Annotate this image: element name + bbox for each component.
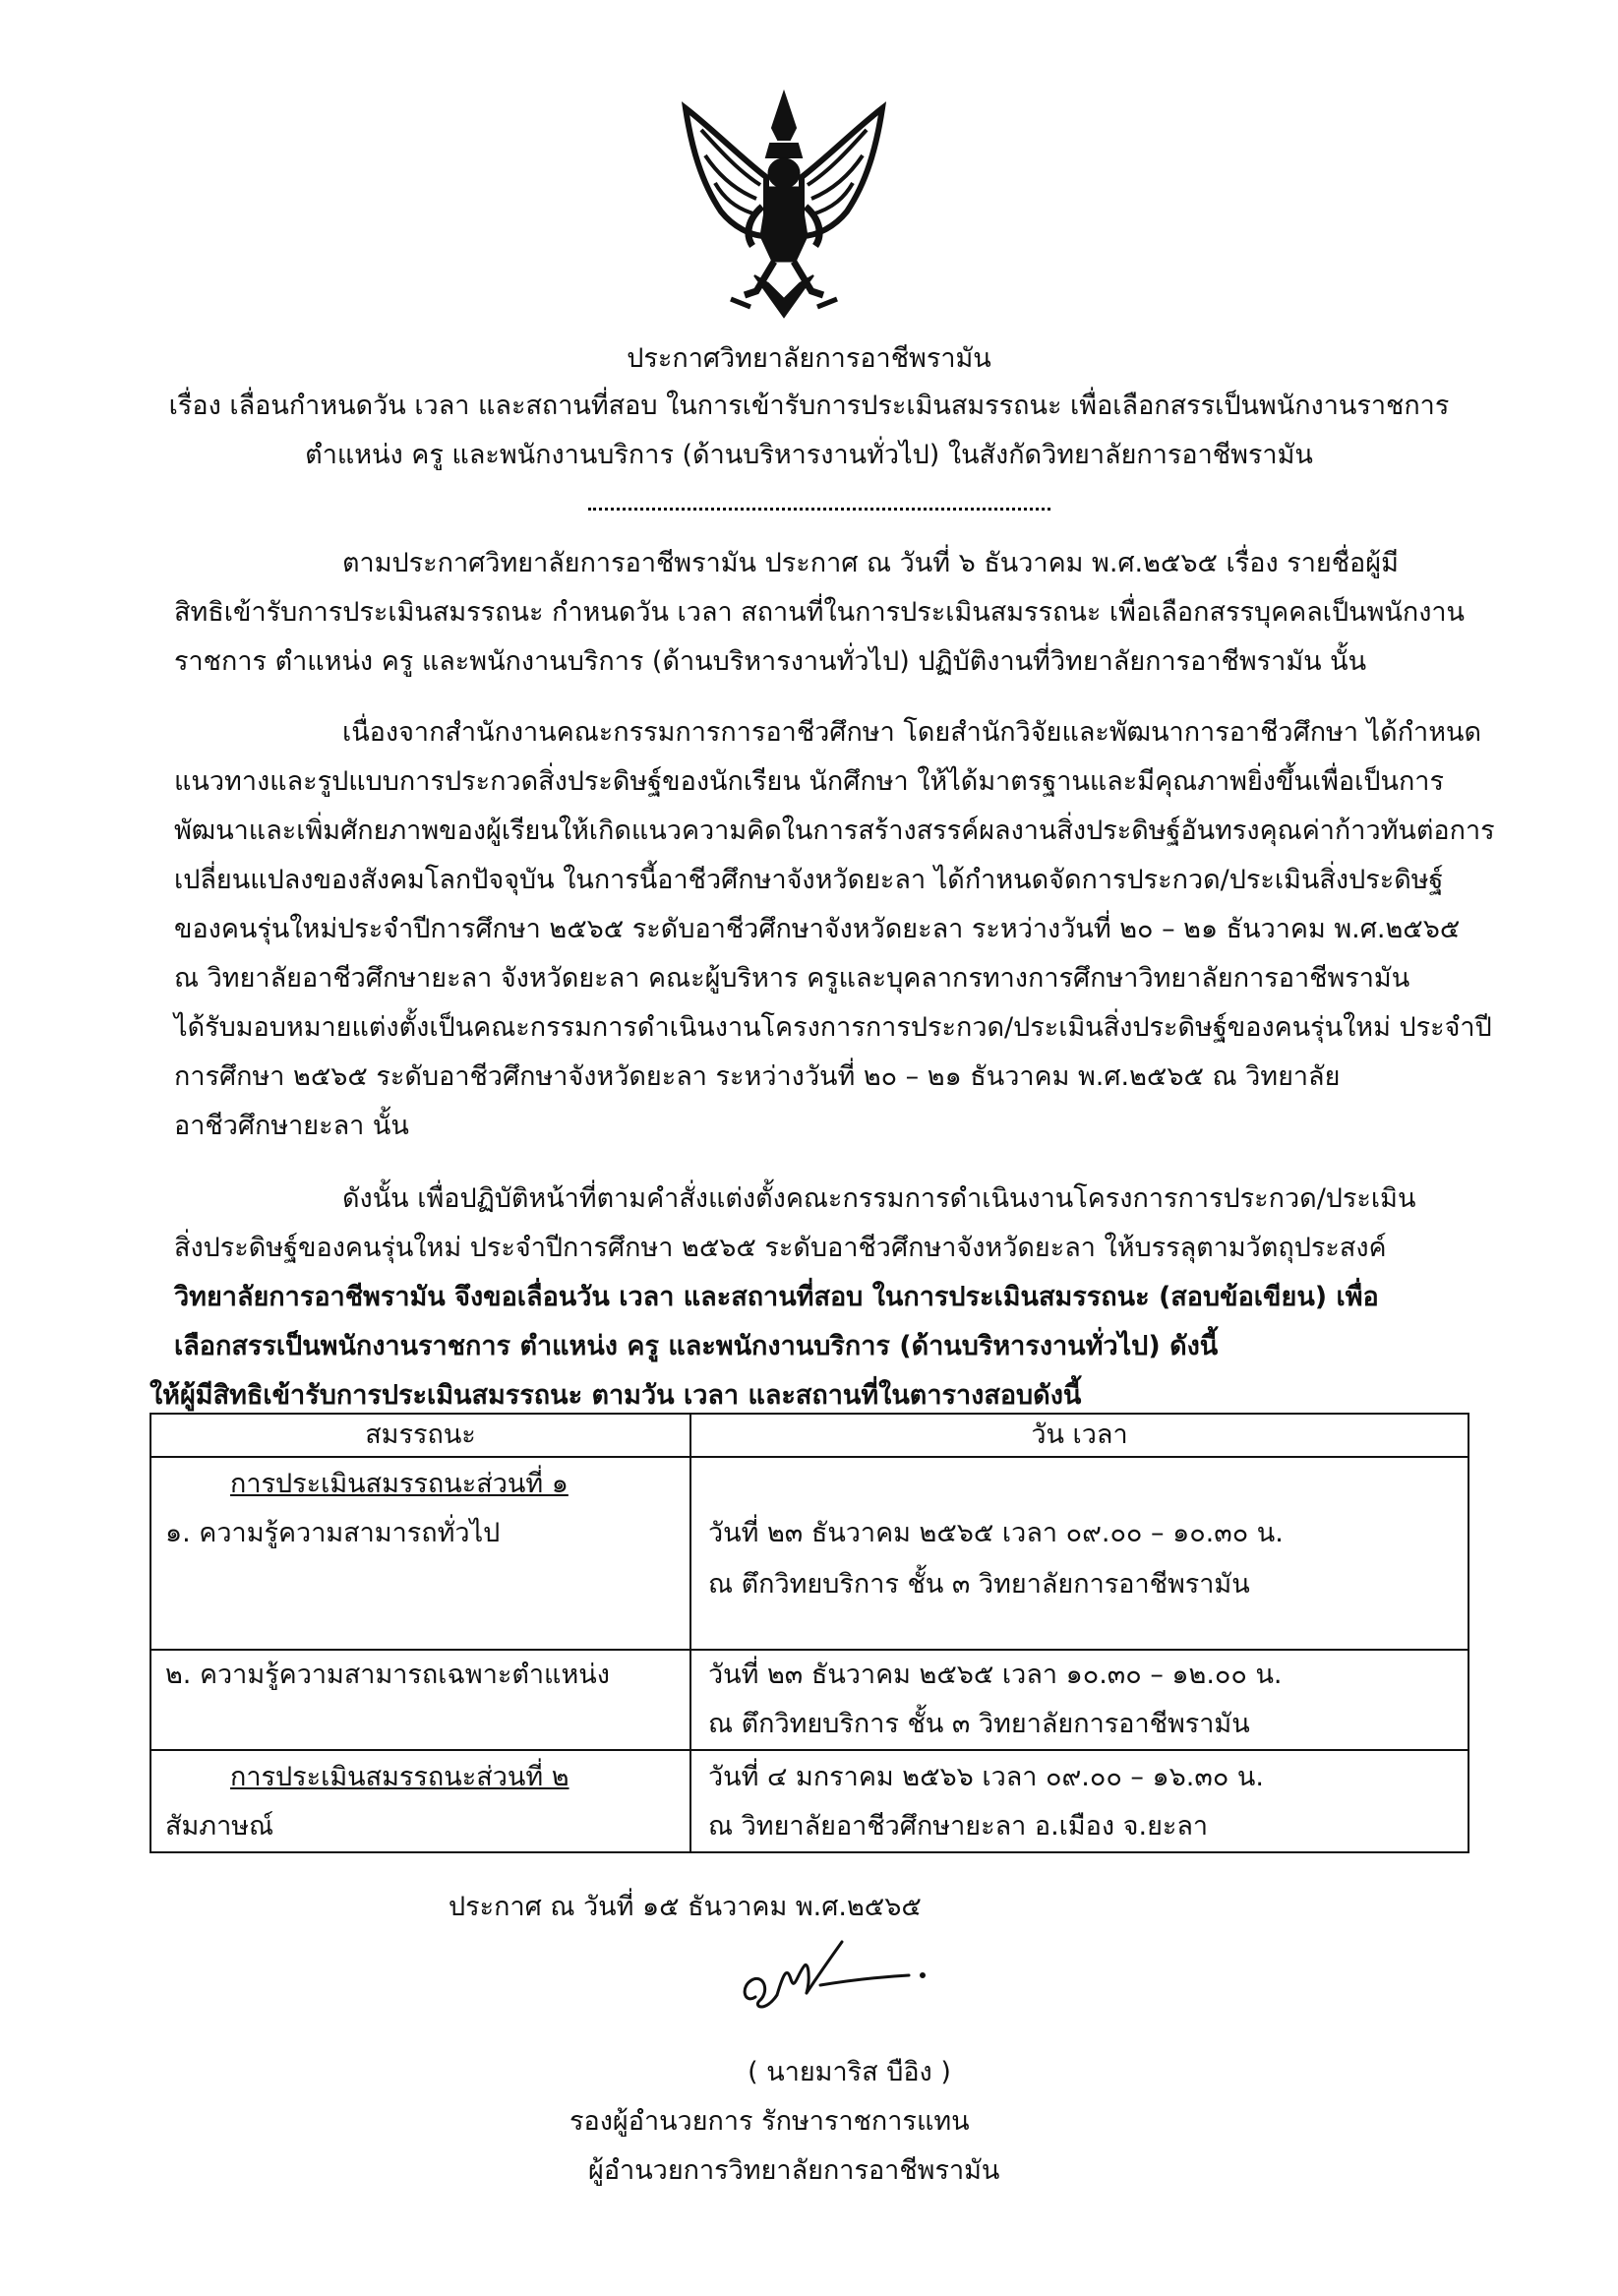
signer-position: รองผู้อำนวยการ รักษาราชการแทน (569, 2106, 970, 2137)
paragraph-1-line: ตามประกาศวิทยาลัยการอาชีพรามัน ประกาศ ณ วันที่ ๖ ธันวาคม พ.ศ.๒๕๖๕ เรื่อง รายชื่อผู้มี (342, 548, 1399, 578)
paragraph-2-line: เนื่องจากสำนักงานคณะกรรมการการอาชีวศึกษา โดยสำนักวิจัยและพัฒนาการอาชีวศึกษา ได้กำหนด (342, 717, 1482, 748)
row-3-datetime: วันที่ ๔ มกราคม ๒๕๖๖ เวลา ๐๙.๐๐ – ๑๖.๓๐ น. (708, 1762, 1264, 1792)
subject-line-1: เรื่อง เลื่อนกำหนดวัน เวลา และสถานที่สอบ ในการเข้ารับการประเมินสมรรถนะ เพื่อเลือกสรรเป็นพนักงานราชการ (168, 391, 1450, 421)
signature (726, 1936, 952, 2026)
table-column-divider (689, 1415, 691, 1851)
row-1-place: ณ ตึกวิทยบริการ ชั้น ๓ วิทยาลัยการอาชีพรามัน (708, 1569, 1250, 1600)
subject-line-2: ตำแหน่ง ครู และพนักงานบริการ (ด้านบริหารงานทั่วไป) ในสังกัดวิทยาลัยการอาชีพรามัน (305, 440, 1313, 470)
paragraph-3-line-bold: เลือกสรรเป็นพนักงานราชการ ตำแหน่ง ครู และพนักงานบริการ (ด้านบริหารงานทั่วไป) ดังนี้ (174, 1331, 1219, 1361)
signer-organization: ผู้อำนวยการวิทยาลัยการอาชีพรามัน (588, 2155, 1000, 2186)
table-intro: ให้ผู้มีสิทธิเข้ารับการประเมินสมรรถนะ ตามวัน เวลา และสถานที่ในตารางสอบดังนี้ (150, 1380, 1082, 1411)
section-2-heading: การประเมินสมรรถนะส่วนที่ ๒ (230, 1762, 569, 1792)
row-3-place: ณ วิทยาลัยอาชีวศึกษายะลา อ.เมือง จ.ยะลา (708, 1811, 1209, 1842)
row-3-competency: สัมภาษณ์ (165, 1811, 274, 1842)
table-header-competency: สมรรถนะ (365, 1420, 476, 1450)
table-row-divider (151, 1649, 1468, 1651)
paragraph-2-line: เปลี่ยนแปลงของสังคมโลกปัจจุบัน ในการนี้อาชีวศึกษาจังหวัดยะลา ได้กำหนดจัดการประกวด/ประเมินสิ่งประดิษฐ์ (174, 865, 1444, 895)
table-row-divider (151, 1749, 1468, 1751)
table-row-divider (151, 1456, 1468, 1458)
section-1-heading: การประเมินสมรรถนะส่วนที่ ๑ (230, 1469, 569, 1499)
garuda-emblem (672, 89, 896, 321)
paragraph-3-line: สิ่งประดิษฐ์ของคนรุ่นใหม่ ประจำปีการศึกษา ๒๕๖๕ ระดับอาชีวศึกษาจังหวัดยะลา ให้บรรลุตามวัตถุประสงค์ (174, 1233, 1387, 1263)
table-header-datetime: วัน เวลา (1031, 1420, 1128, 1450)
paragraph-2-line: แนวทางและรูปแบบการประกวดสิ่งประดิษฐ์ของนักเรียน นักศึกษา ให้ได้มาตรฐานและมีคุณภาพยิ่งขึ้นเพื่อเป็นการ (174, 766, 1444, 797)
row-2-datetime: วันที่ ๒๓ ธันวาคม ๒๕๖๕ เวลา ๑๐.๓๐ – ๑๒.๐๐ น. (708, 1660, 1283, 1690)
announce-date: ประกาศ ณ วันที่ ๑๕ ธันวาคม พ.ศ.๒๕๖๕ (449, 1892, 922, 1922)
paragraph-1-line: สิทธิเข้ารับการประเมินสมรรถนะ กำหนดวัน เวลา สถานที่ในการประเมินสมรรถนะ เพื่อเลือกสรรบุคคลเป็นพนักงาน (174, 597, 1466, 628)
signer-name: ( นายมาริส บือิง ) (748, 2057, 951, 2087)
row-2-place: ณ ตึกวิทยบริการ ชั้น ๓ วิทยาลัยการอาชีพรามัน (708, 1709, 1250, 1739)
announcement-title: ประกาศวิทยาลัยการอาชีพรามัน (627, 343, 991, 374)
paragraph-2-line: ณ วิทยาลัยอาชีวศึกษายะลา จังหวัดยะลา คณะผู้บริหาร ครูและบุคลากรทางการศึกษาวิทยาลัยการอาชีพรามัน (174, 963, 1410, 994)
schedule-table (150, 1413, 1469, 1853)
paragraph-2-line: การศึกษา ๒๕๖๕ ระดับอาชีวศึกษาจังหวัดยะลา ระหว่างวันที่ ๒๐ – ๒๑ ธันวาคม พ.ศ.๒๕๖๕ ณ วิทยาลัย (174, 1061, 1341, 1092)
paragraph-2-line: พัฒนาและเพิ่มศักยภาพของผู้เรียนให้เกิดแนวความคิดในการสร้างสรรค์ผลงานสิ่งประดิษฐ์อันทรงคุณค่าก้าวทันต่อการ (174, 816, 1495, 846)
row-1-competency: ๑. ความรู้ความสามารถทั่วไป (165, 1518, 501, 1548)
dotted-divider (588, 508, 1050, 511)
paragraph-2-line: ได้รับมอบหมายแต่งตั้งเป็นคณะกรรมการดำเนินงานโครงการการประกวด/ประเมินสิ่งประดิษฐ์ของคนรุ่นใหม่ ประจำปี (174, 1012, 1492, 1043)
paragraph-3-line: ดังนั้น เพื่อปฏิบัติหน้าที่ตามคำสั่งแต่งตั้งคณะกรรมการดำเนินงานโครงการการประกวด/ประเมิน (342, 1183, 1416, 1214)
paragraph-1-line: ราชการ ตำแหน่ง ครู และพนักงานบริการ (ด้านบริหารงานทั่วไป) ปฏิบัติงานที่วิทยาลัยการอาชีพรามัน นั้น (174, 646, 1367, 677)
row-1-datetime: วันที่ ๒๓ ธันวาคม ๒๕๖๕ เวลา ๐๙.๐๐ – ๑๐.๓๐ น. (708, 1518, 1284, 1548)
paragraph-2-line: อาชีวศึกษายะลา นั้น (174, 1111, 409, 1141)
paragraph-3-line-bold: วิทยาลัยการอาชีพรามัน จึงขอเลื่อนวัน เวลา และสถานที่สอบ ในการประเมินสมรรถนะ (สอบข้อเขียน) เพื่อ (174, 1282, 1379, 1312)
row-2-competency: ๒. ความรู้ความสามารถเฉพาะตำแหน่ง (165, 1660, 610, 1690)
paragraph-2-line: ของคนรุ่นใหม่ประจำปีการศึกษา ๒๕๖๕ ระดับอาชีวศึกษาจังหวัดยะลา ระหว่างวันที่ ๒๐ – ๒๑ ธันวาคม พ.ศ.๒๕๖๕ (174, 914, 1461, 944)
